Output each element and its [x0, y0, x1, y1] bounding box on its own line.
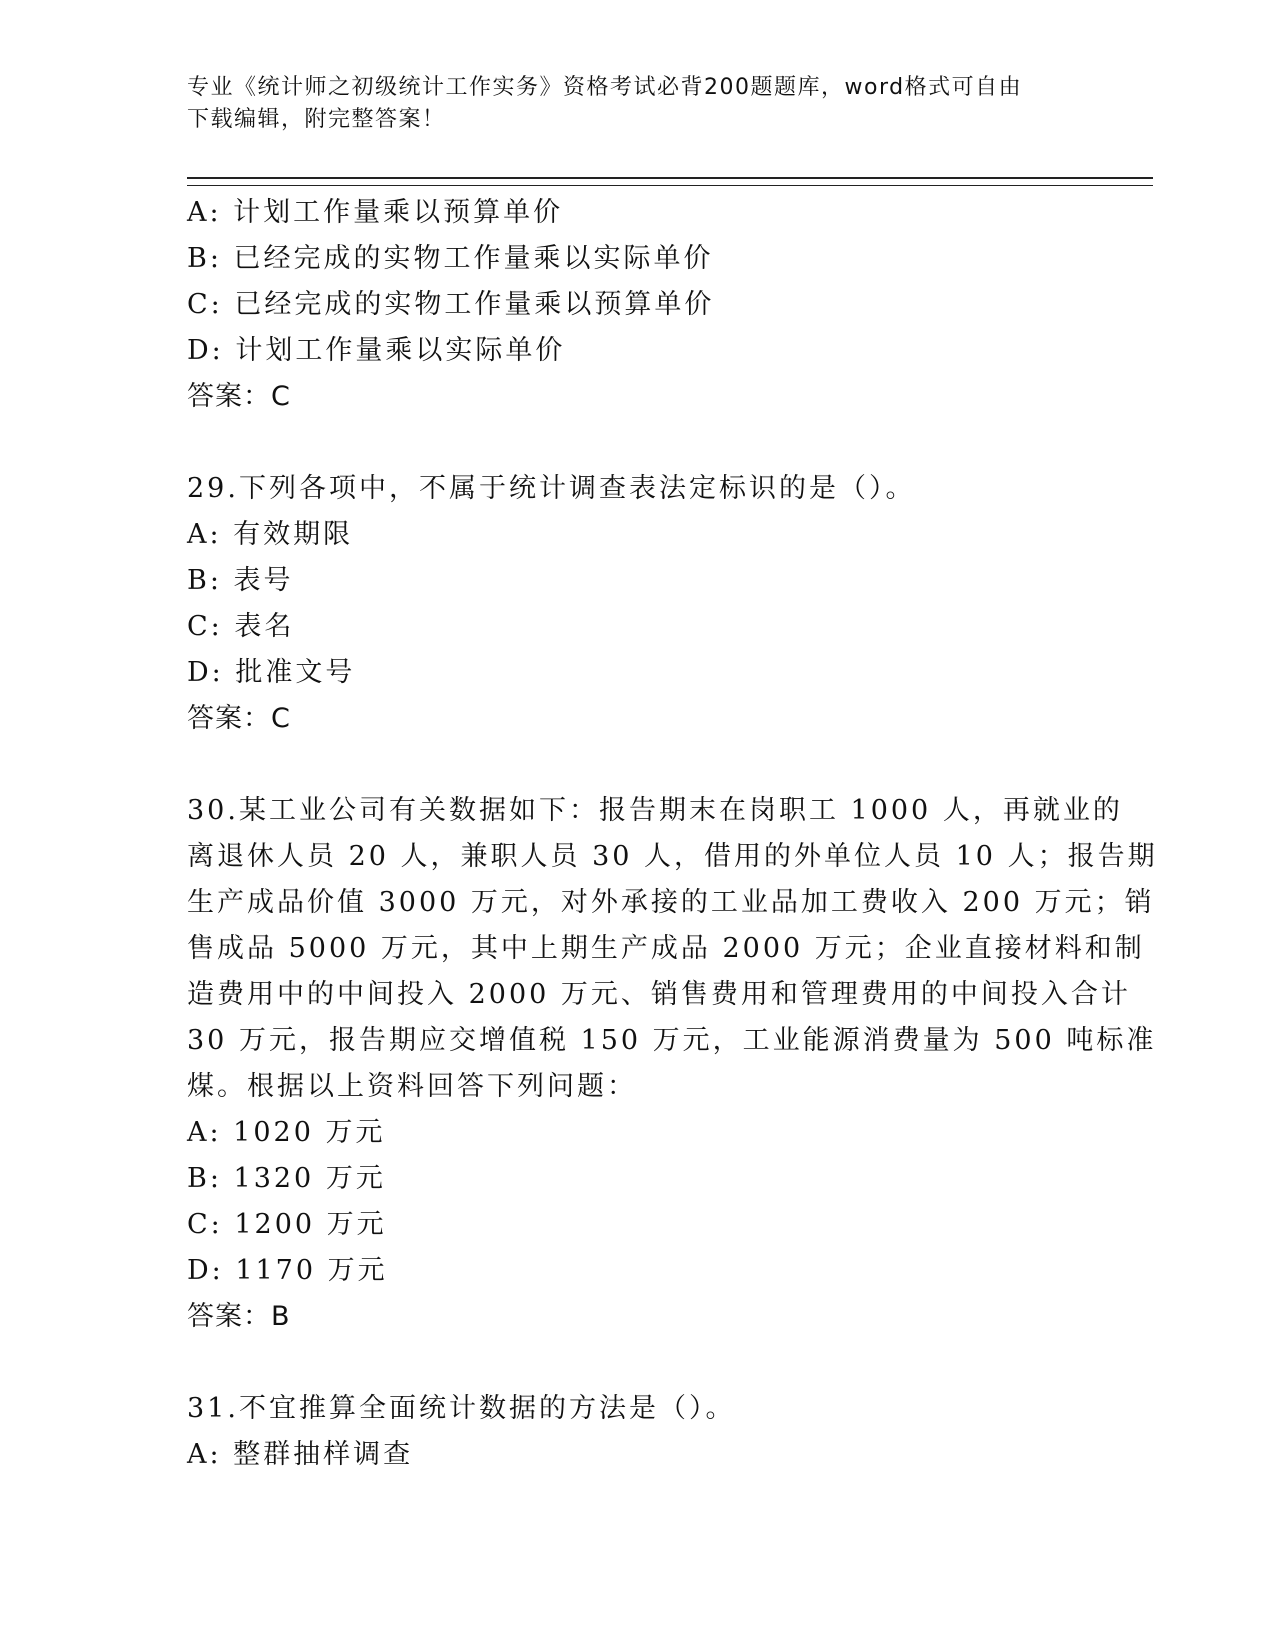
option-b: B: 1320 万元	[187, 1163, 386, 1194]
option-c: C: 已经完成的实物工作量乘以预算单价	[187, 289, 715, 320]
header-line-2: 下载编辑，附完整答案！	[187, 107, 446, 132]
option-a: A: 整群抽样调查	[187, 1439, 414, 1470]
question-stem: 31.不宜推算全面统计数据的方法是（）。	[187, 1393, 736, 1424]
header-divider	[187, 177, 1153, 186]
header-line-1: 专业《统计师之初级统计工作实务》资格考试必背200题题库，word格式可自由	[187, 75, 1023, 100]
answer-label: 答案：C	[187, 703, 291, 734]
option-c: C: 1200 万元	[187, 1209, 387, 1240]
question-block-29	[187, 466, 1087, 742]
question-block-30	[187, 788, 1158, 1340]
option-d: D: 计划工作量乘以实际单价	[187, 335, 566, 366]
stem-line: 生产成品价值 3000 万元，对外承接的工业品加工费收入 200 万元；销	[187, 887, 1155, 918]
option-d: D: 批准文号	[187, 657, 356, 688]
question-list	[187, 190, 1158, 1478]
document-header	[187, 72, 1087, 136]
question-block-28	[187, 190, 1087, 420]
option-d: D: 1170 万元	[187, 1255, 388, 1286]
answer-label: 答案：B	[187, 1301, 291, 1332]
stem-line: 煤。根据以上资料回答下列问题：	[187, 1071, 637, 1102]
option-b: B: 已经完成的实物工作量乘以实际单价	[187, 243, 714, 274]
question-stem: 29.下列各项中，不属于统计调查表法定标识的是（）。	[187, 473, 916, 504]
option-c: C: 表名	[187, 611, 295, 642]
option-a: A: 有效期限	[187, 519, 354, 550]
stem-line: 造费用中的中间投入 2000 万元、销售费用和管理费用的中间投入合计	[187, 979, 1131, 1010]
answer-label: 答案：C	[187, 381, 291, 412]
question-stem	[187, 788, 1158, 1110]
option-a: A: 计划工作量乘以预算单价	[187, 197, 564, 228]
stem-line: 离退休人员 20 人，兼职人员 30 人，借用的外单位人员 10 人；报告期	[187, 841, 1158, 872]
stem-line: 30.某工业公司有关数据如下：报告期末在岗职工 1000 人，再就业的	[187, 795, 1123, 826]
stem-line: 30 万元，报告期应交增值税 150 万元，工业能源消费量为 500 吨标准	[187, 1025, 1157, 1056]
question-block-31	[187, 1386, 1087, 1478]
option-b: B: 表号	[187, 565, 294, 596]
stem-line: 售成品 5000 万元，其中上期生产成品 2000 万元；企业直接材料和制	[187, 933, 1145, 964]
option-a: A: 1020 万元	[187, 1117, 386, 1148]
